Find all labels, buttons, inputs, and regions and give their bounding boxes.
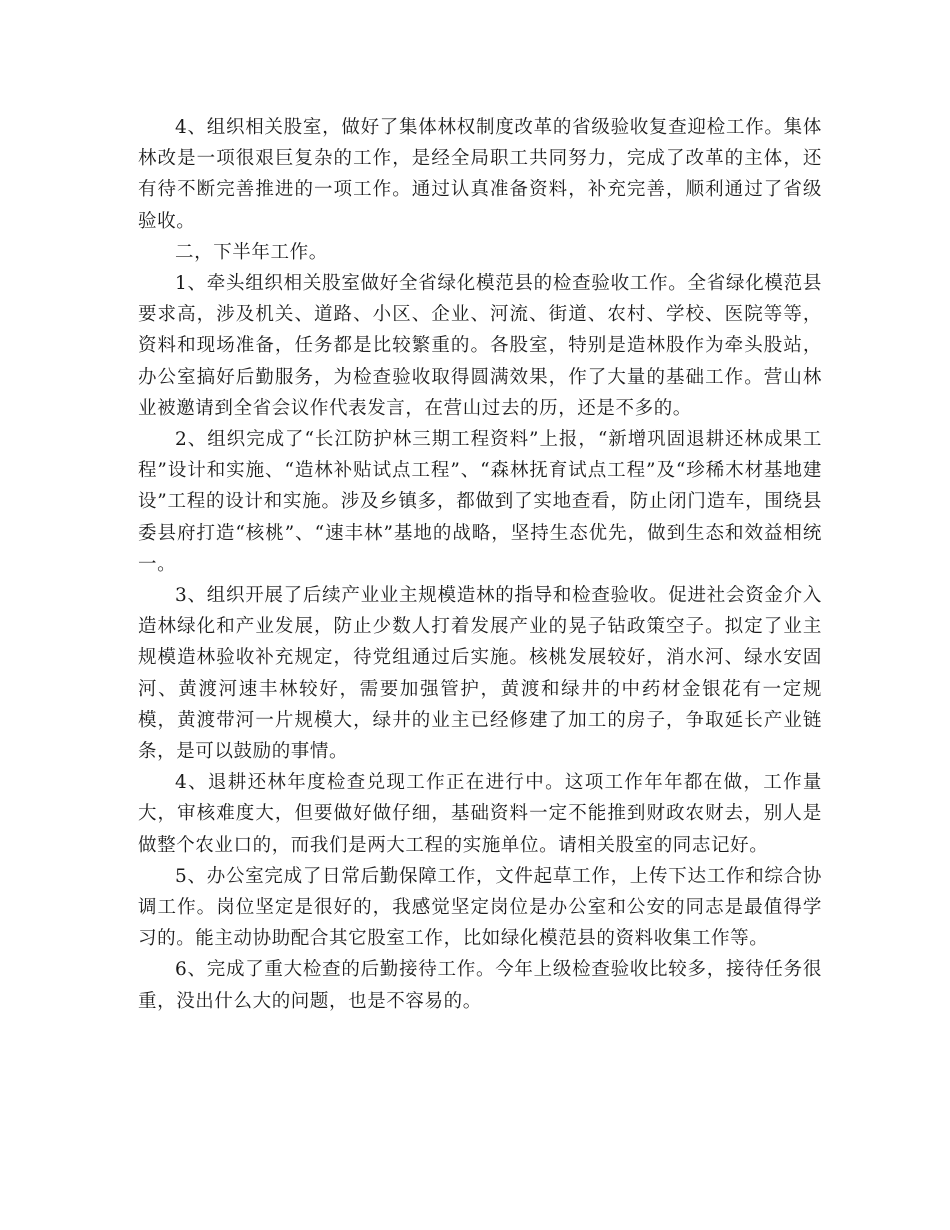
section-heading-second-half: 二，下半年工作。 [175, 241, 328, 263]
paragraph-office-support: 5、办公室完成了日常后勤保障工作，文件起草工作，上传下达工作和综合协调工作。岗位坚定是很好的，我感觉坚定岗位是办公室和公安的同志是最值得学习的。能主动协助配合其它股室工作，比如绿化模范县的资料收集工作等。 [138, 865, 822, 950]
paragraph-greening-model-county: 1、牵头组织相关股室做好全省绿化模范县的检查验收工作。全省绿化模范县要求高，涉及机关、道路、小区、企业、河流、街道、农村、学校、医院等等，资料和现场准备，任务都是比较繁重的。各股室，特别是造林股作为牵头股站，办公室搞好后勤服务，为检查验收取得圆满效果，作了大量的基础工作。营山林业被邀请到全省会议作代表发言，在营山过去的历，还是不多的。 [138, 273, 822, 419]
paragraph-provincial-inspection: 4、组织相关股室，做好了集体林权制度改革的省级验收复查迎检工作。集体林改是一项很艰巨复杂的工作，是经全局职工共同努力，完成了改革的主体，还有待不断完善推进的一项工作。通过认真准备资料，补充完善，顺利通过了省级验收。 [138, 117, 822, 232]
paragraph-grain-for-green: 4、退耕还林年度检查兑现工作正在进行中。这项工作年年都在做，工作量大，审核难度大，但要做好做仔细，基础资料一定不能推到财政农财去，别人是做整个农业口的，而我们是两大工程的实施单位。请相关股室的同志记好。 [138, 772, 822, 856]
paragraph-industry-afforestation: 3、组织开展了后续产业业主规模造林的指导和检查验收。促进社会资金介入造林绿化和产业发展，防止少数人打着发展产业的晃子钻政策空子。拟定了业主规模造林验收补充规定，待党组通过后实施。核桃发展较好，消水河、绿水安固河、黄渡河速丰林较好，需要加强管护，黄渡和绿井的中药材金银花有一定规模，黄渡带河一片规模大，绿井的业主已经修建了加工的房子，争取延长产业链条，是可以鼓励的事情。 [138, 585, 822, 763]
document-body [138, 112, 822, 1017]
paragraph-reception-work: 6、完成了重大检查的后勤接待工作。今年上级检查验收比较多，接待任务很重，没出什么大的问题，也是不容易的。 [138, 959, 822, 1012]
paragraph-engineering-projects: 2、组织完成了“长江防护林三期工程资料”上报，“新增巩固退耕还林成果工程”设计和实施、“造林补贴试点工程”、“森林抚育试点工程”及“珍稀木材基地建设”工程的设计和实施。涉及乡镇多，都做到了实地查看，防止闭门造车，围绕县委县府打造“核桃”、“速丰林”基地的战略，坚持生态优先，做到生态和效益相统一。 [138, 429, 822, 575]
